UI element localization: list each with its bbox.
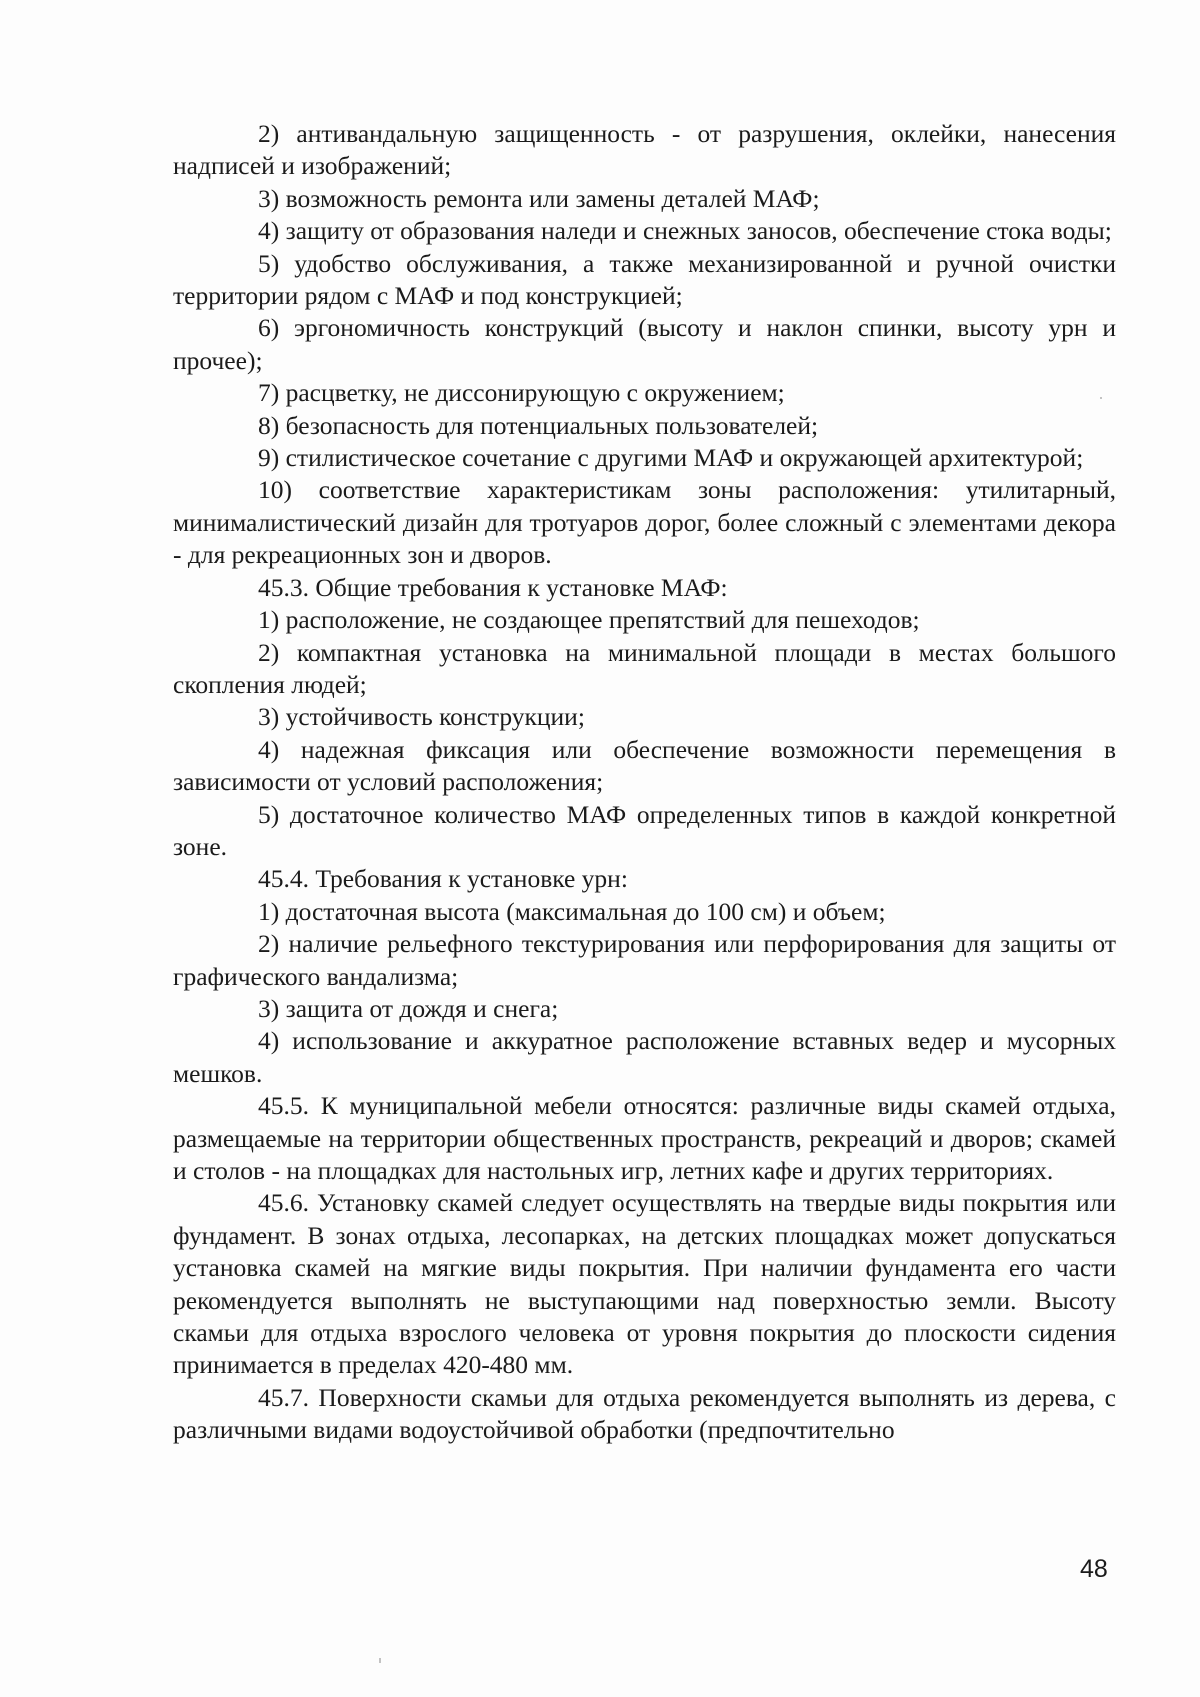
page-number: 48 <box>1080 1555 1108 1583</box>
paragraph: 10) соответствие характеристикам зоны расположения: утилитарный, минималистический дизайн для тротуаров дорог, более сложный с элементами декора - для рекреационных зон и дворов. <box>173 475 1116 570</box>
paragraph: 3) защита от дождя и снега; <box>258 993 559 1023</box>
paragraph: 45.5. К муниципальной мебели относятся: различные виды скамей отдыха, размещаемые на территории общественных пространств, рекреаций и дворов; скамей и столов - на площадках для настольных игр, летних кафе и других территориях. <box>173 1091 1116 1185</box>
paragraph: 3) устойчивость конструкции; <box>258 702 585 732</box>
paragraph: 4) надежная фиксация или обеспечение возможности перемещения в зависимости от условий расположения; <box>173 734 1116 797</box>
paragraph: 8) безопасность для потенциальных пользователей; <box>258 410 819 440</box>
paragraph: 4) защиту от образования наледи и снежных заносов, обеспечение стока воды; <box>258 216 1112 246</box>
paragraph: 45.7. Поверхности скамьи для отдыха рекомендуется выполнять из дерева, с различными видами водоустойчивой обработки (предпочтительно <box>173 1382 1116 1445</box>
paragraph: 5) достаточное количество МАФ определенных типов в каждой конкретной зоне. <box>173 799 1116 861</box>
paragraph: 5) удобство обслуживания, а также механизированной и ручной очистки территории рядом с МАФ и под конструкцией; <box>173 248 1116 311</box>
paragraph: 45.6. Установку скамей следует осуществлять на твердые виды покрытия или фундамент. В зонах отдыха, лесопарках, на детских площадках может допускаться установка скамей на мягкие виды покрытия. При наличии фундамента его части рекомендуется выполнять не выступающими над поверхностью земли. Высоту скамьи для отдыха взрослого человека от уровня покрытия до плоскости сидения принимается в пределах 420-480 мм. <box>173 1188 1116 1380</box>
paragraph: 45.4. Требования к установке урн: <box>258 864 628 894</box>
paragraph: 2) компактная установка на минимальной площади в местах большого скопления людей; <box>173 637 1116 699</box>
paragraph: 3) возможность ремонта или замены деталей МАФ; <box>258 183 820 213</box>
paragraph: 4) использование и аккуратное расположение вставных ведер и мусорных мешков. <box>173 1026 1116 1088</box>
paragraph: 1) достаточная высота (максимальная до 100 см) и объем; <box>258 896 886 926</box>
document-text-body <box>173 118 1116 1447</box>
scan-speck <box>1100 397 1102 399</box>
paragraph: 9) стилистическое сочетание с другими МАФ и окружающей архитектурой; <box>258 443 1084 473</box>
paragraph: 2) наличие рельефного текстурирования или перфорирования для защиты от графического вандализма; <box>173 929 1116 991</box>
paragraph: 6) эргономичность конструкций (высоту и наклон спинки, высоту урн и прочее); <box>173 313 1116 375</box>
paragraph: 1) расположение, не создающее препятствий для пешеходов; <box>258 605 920 635</box>
paragraph: 2) антивандальную защищенность - от разрушения, оклейки, нанесения надписей и изображений; <box>173 119 1116 181</box>
paragraph: 7) расцветку, не диссонирующую с окружением; <box>258 378 785 408</box>
paragraph: 45.3. Общие требования к установке МАФ: <box>258 572 728 602</box>
scan-speck <box>379 1658 381 1663</box>
